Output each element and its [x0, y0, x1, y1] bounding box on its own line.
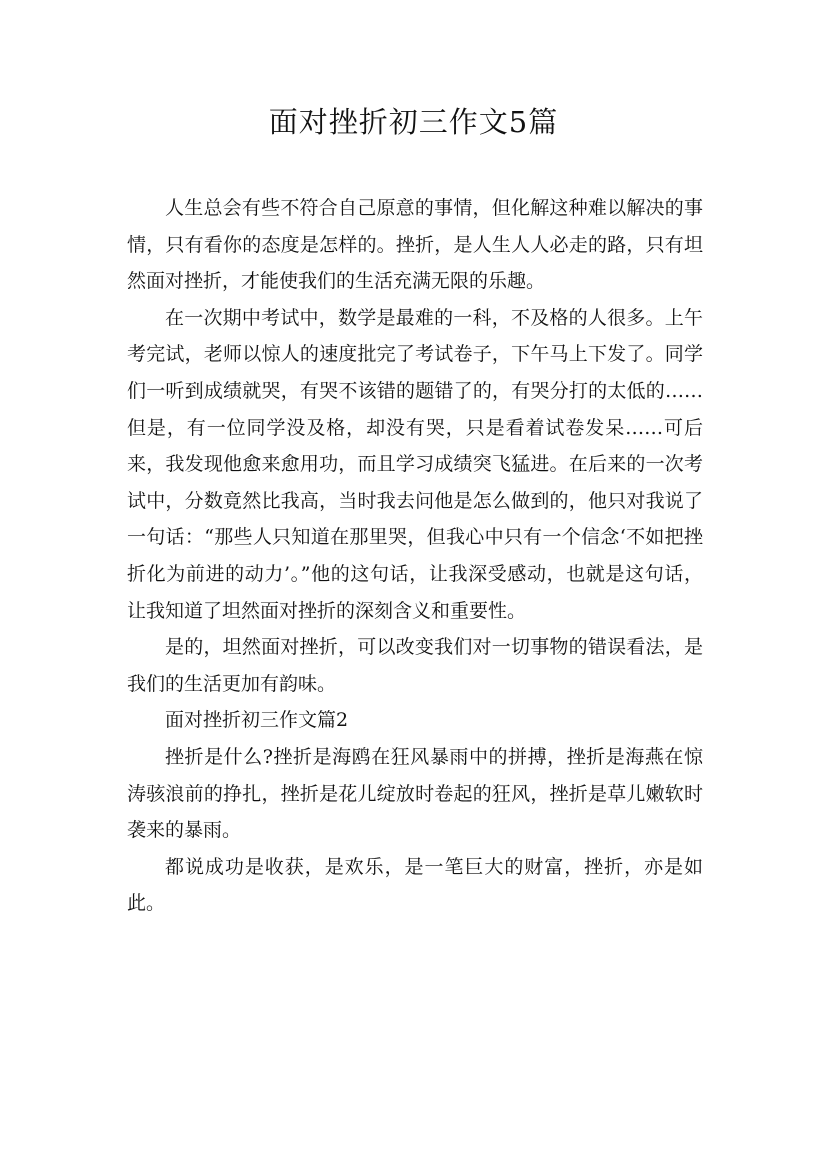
paragraph-exam-story: 在一次期中考试中，数学是最难的一科，不及格的人很多。上午考完试，老师以惊人的速度批完了考试卷子，下午马上下发了。同学们一听到成绩就哭，有哭不该错的题错了的，有哭分打的太低的……但是，有一位同学没及格，却没有哭，只是看着试卷发呆……可后来，我发现他愈来愈用功，而且学习成绩突飞猛进。在后来的一次考试中，分数竟然比我高，当时我去问他是怎么做到的，他只对我说了一句话：“那些人只知道在那里哭，但我心中只有一个信念‘不如把挫折化为前进的动力’。”他的这句话，让我深受感动，也就是这句话，让我知道了坦然面对挫折的深刻含义和重要性。: [127, 306, 703, 622]
paragraph-conclusion: 是的，坦然面对挫折，可以改变我们对一切事物的错误看法，是我们的生活更加有韵味。: [127, 636, 703, 695]
paragraph-success: 都说成功是收获，是欢乐，是一笔巨大的财富，挫折，亦是如此。: [127, 855, 703, 915]
paragraph-intro: 人生总会有些不符合自己原意的事情，但化解这种难以解决的事情，只有看你的态度是怎样的。挫折，是人生人人必走的路，只有坦然面对挫折，才能使我们的生活充满无限的乐趣。: [127, 197, 703, 293]
section-heading-essay-2: 面对挫折初三作文篇2: [165, 709, 349, 732]
document-body: [127, 190, 703, 922]
document-title: 面对挫折初三作文5篇: [268, 105, 559, 139]
paragraph-what-is-setback: 挫折是什么?挫折是海鸥在狂风暴雨中的拼搏，挫折是海燕在惊涛骇浪前的挣扎，挫折是花儿绽放时卷起的狂风，挫折是草儿嫩软时袭来的暴雨。: [127, 745, 703, 842]
